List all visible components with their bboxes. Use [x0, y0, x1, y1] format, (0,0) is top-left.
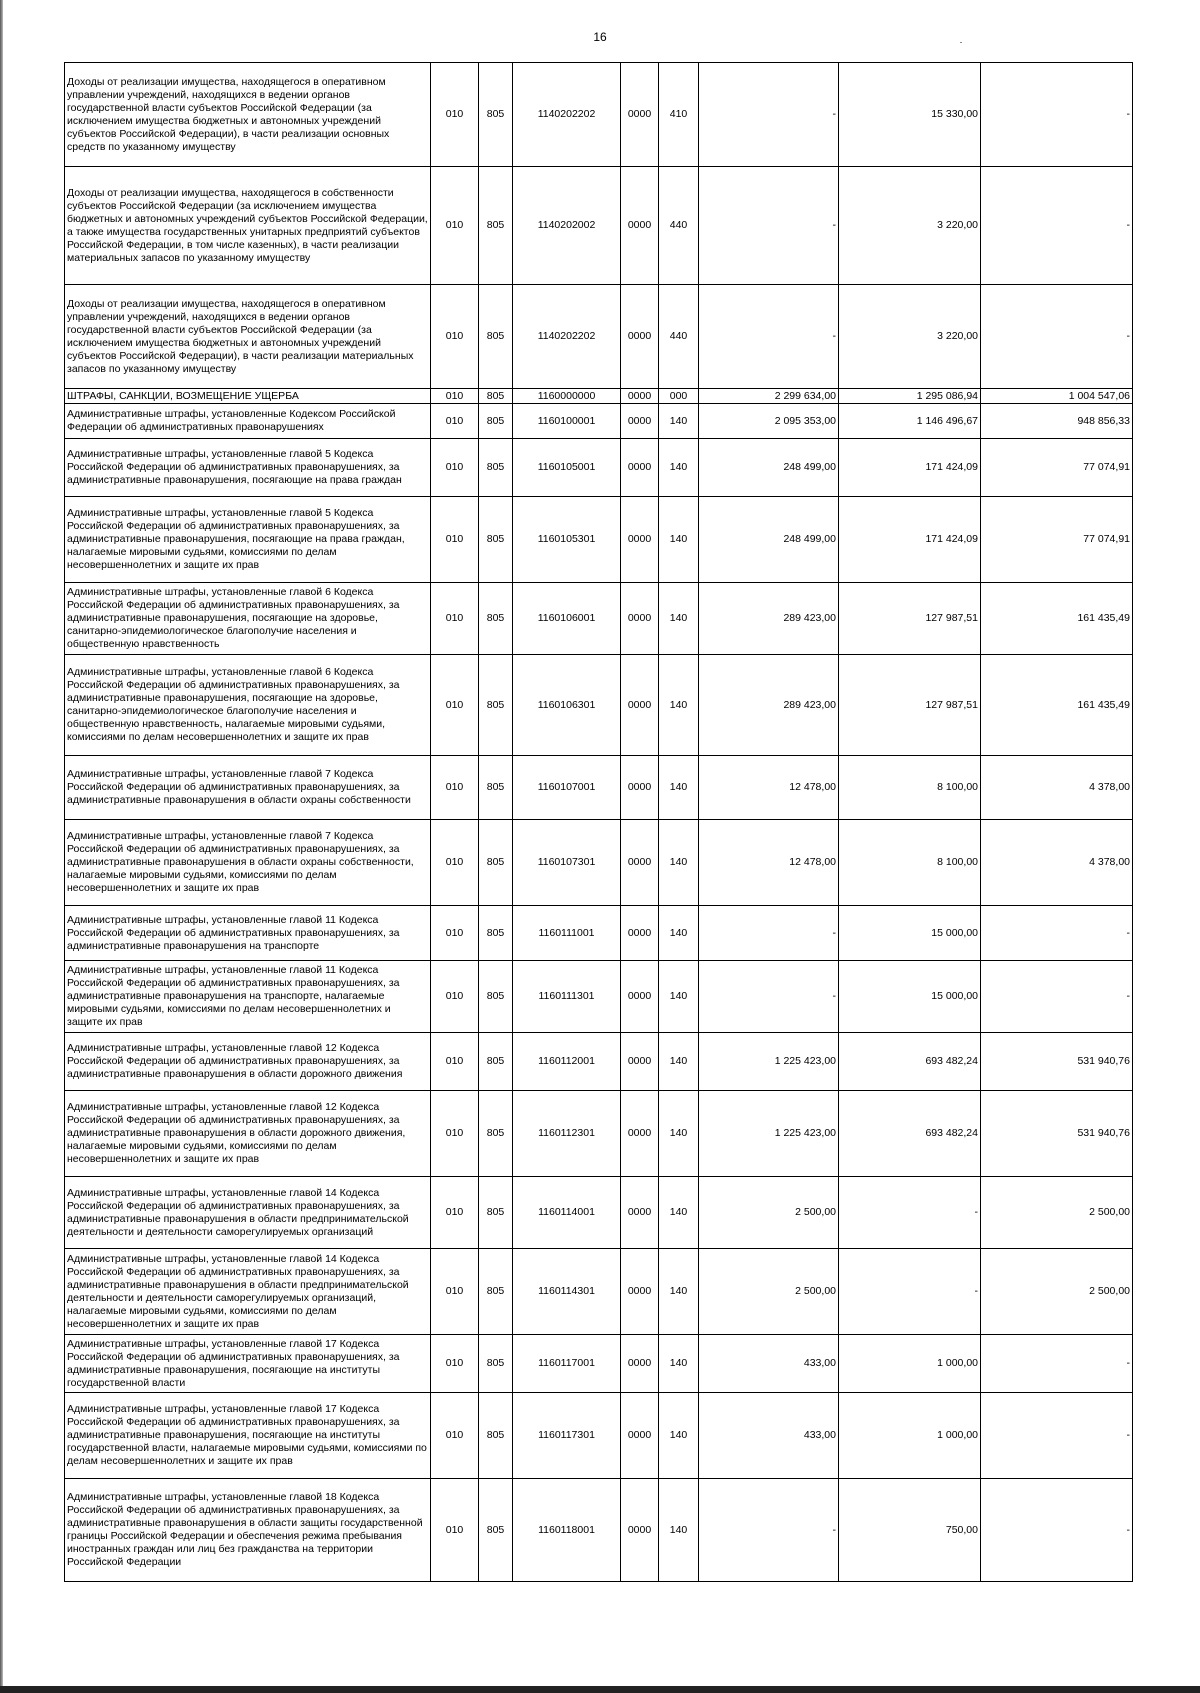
table-row [65, 1249, 1133, 1335]
cell-program-code: 0000 [621, 1249, 659, 1335]
cell-revenue-code: 1160114001 [513, 1177, 621, 1249]
cell-chapter-code: 805 [479, 1249, 513, 1335]
cell-name: Административные штрафы, установленные главой 17 Кодекса Российской Федерации об административных правонарушениях, за административные правонарушения, посягающие на институты государственной власти [65, 1335, 431, 1393]
cell-planned-value: 248 499,00 [699, 439, 839, 497]
table-row [65, 439, 1133, 497]
cell-executed-value: 15 330,00 [839, 63, 981, 167]
scan-edge-bottom [0, 1686, 1200, 1693]
cell-program-code: 0000 [621, 1335, 659, 1393]
table-row [65, 820, 1133, 906]
cell-executed-value: 3 220,00 [839, 167, 981, 285]
cell-executed-value: - [839, 1249, 981, 1335]
cell-planned-value: - [699, 63, 839, 167]
cell-kosgu-code: 140 [659, 1177, 699, 1249]
cell-admin-code: 010 [431, 439, 479, 497]
cell-admin-code: 010 [431, 497, 479, 583]
cell-kosgu-code: 440 [659, 167, 699, 285]
table-row [65, 1033, 1133, 1091]
cell-chapter-code: 805 [479, 583, 513, 655]
cell-chapter-code: 805 [479, 820, 513, 906]
cell-program-code: 0000 [621, 1091, 659, 1177]
cell-name: Административные штрафы, установленные главой 7 Кодекса Российской Федерации об административных правонарушениях, за административные правонарушения в области охраны собственности [65, 756, 431, 820]
cell-revenue-code: 1160117301 [513, 1393, 621, 1479]
cell-planned-value: 433,00 [699, 1335, 839, 1393]
cell-program-code: 0000 [621, 1177, 659, 1249]
cell-kosgu-code: 140 [659, 1479, 699, 1582]
cell-program-code: 0000 [621, 1033, 659, 1091]
cell-executed-value: 693 482,24 [839, 1091, 981, 1177]
cell-remaining-value: - [981, 1393, 1133, 1479]
cell-admin-code: 010 [431, 1393, 479, 1479]
cell-chapter-code: 805 [479, 1091, 513, 1177]
cell-name: Административные штрафы, установленные главой 17 Кодекса Российской Федерации об административных правонарушениях, за административные правонарушения, посягающие на институты государственной власти, налагаемые мировыми судьями, комиссиями по делам несовершеннолетних и защите их прав [65, 1393, 431, 1479]
cell-chapter-code: 805 [479, 439, 513, 497]
cell-chapter-code: 805 [479, 961, 513, 1033]
cell-name: Административные штрафы, установленные главой 6 Кодекса Российской Федерации об административных правонарушениях, за административные правонарушения, посягающие на здоровье, санитарно-эпидемиологическое благополучие населения и общественную нравственность, налагаемые мировыми судьями, комиссиями по делам несовершеннолетних и защите их прав [65, 655, 431, 756]
cell-executed-value: - [839, 1177, 981, 1249]
table-row [65, 167, 1133, 285]
cell-executed-value: 8 100,00 [839, 820, 981, 906]
table-row [65, 1479, 1133, 1582]
cell-revenue-code: 1160111301 [513, 961, 621, 1033]
cell-executed-value: 171 424,09 [839, 497, 981, 583]
cell-revenue-code: 1160105001 [513, 439, 621, 497]
cell-program-code: 0000 [621, 820, 659, 906]
cell-chapter-code: 805 [479, 1033, 513, 1091]
cell-remaining-value: - [981, 1479, 1133, 1582]
cell-admin-code: 010 [431, 404, 479, 439]
cell-revenue-code: 1140202202 [513, 63, 621, 167]
cell-name: Административные штрафы, установленные главой 12 Кодекса Российской Федерации об административных правонарушениях, за административные правонарушения в области дорожного движения, налагаемые мировыми судьями, комиссиями по делам несовершеннолетних и защите их прав [65, 1091, 431, 1177]
table-row [65, 1393, 1133, 1479]
cell-chapter-code: 805 [479, 1393, 513, 1479]
cell-program-code: 0000 [621, 63, 659, 167]
cell-revenue-code: 1160112301 [513, 1091, 621, 1177]
cell-name: Административные штрафы, установленные главой 6 Кодекса Российской Федерации об административных правонарушениях, за административные правонарушения, посягающие на здоровье, санитарно-эпидемиологическое благополучие населения и общественную нравственность [65, 583, 431, 655]
cell-name: Административные штрафы, установленные Кодексом Российской Федерации об административных правонарушениях [65, 404, 431, 439]
cell-name: Административные штрафы, установленные главой 7 Кодекса Российской Федерации об административных правонарушениях, за административные правонарушения в области охраны собственности, налагаемые мировыми судьями, комиссиями по делам несовершеннолетних и защите их прав [65, 820, 431, 906]
cell-executed-value: 3 220,00 [839, 285, 981, 389]
cell-revenue-code: 1140202002 [513, 167, 621, 285]
cell-remaining-value: 161 435,49 [981, 655, 1133, 756]
cell-chapter-code: 805 [479, 285, 513, 389]
table-row [65, 1335, 1133, 1393]
cell-program-code: 0000 [621, 1393, 659, 1479]
table-row [65, 63, 1133, 167]
cell-remaining-value: 77 074,91 [981, 497, 1133, 583]
cell-remaining-value: 531 940,76 [981, 1033, 1133, 1091]
cell-planned-value: 2 299 634,00 [699, 389, 839, 404]
cell-program-code: 0000 [621, 285, 659, 389]
cell-kosgu-code: 140 [659, 655, 699, 756]
cell-executed-value: 750,00 [839, 1479, 981, 1582]
budget-table [64, 62, 1133, 1582]
cell-kosgu-code: 140 [659, 497, 699, 583]
cell-chapter-code: 805 [479, 389, 513, 404]
cell-kosgu-code: 410 [659, 63, 699, 167]
table-row [65, 497, 1133, 583]
cell-admin-code: 010 [431, 655, 479, 756]
cell-admin-code: 010 [431, 63, 479, 167]
cell-planned-value: 1 225 423,00 [699, 1033, 839, 1091]
cell-revenue-code: 1160000000 [513, 389, 621, 404]
cell-chapter-code: 805 [479, 167, 513, 285]
cell-admin-code: 010 [431, 285, 479, 389]
cell-planned-value: - [699, 1479, 839, 1582]
cell-remaining-value: 161 435,49 [981, 583, 1133, 655]
cell-program-code: 0000 [621, 961, 659, 1033]
cell-program-code: 0000 [621, 497, 659, 583]
cell-chapter-code: 805 [479, 1479, 513, 1582]
cell-executed-value: 8 100,00 [839, 756, 981, 820]
cell-remaining-value: - [981, 961, 1133, 1033]
cell-kosgu-code: 140 [659, 404, 699, 439]
cell-kosgu-code: 000 [659, 389, 699, 404]
cell-chapter-code: 805 [479, 63, 513, 167]
cell-planned-value: 289 423,00 [699, 583, 839, 655]
cell-program-code: 0000 [621, 655, 659, 756]
table-row [65, 655, 1133, 756]
cell-planned-value: 433,00 [699, 1393, 839, 1479]
cell-remaining-value: 948 856,33 [981, 404, 1133, 439]
cell-admin-code: 010 [431, 1033, 479, 1091]
cell-kosgu-code: 140 [659, 439, 699, 497]
cell-revenue-code: 1160100001 [513, 404, 621, 439]
cell-planned-value: 12 478,00 [699, 756, 839, 820]
cell-planned-value: 2 095 353,00 [699, 404, 839, 439]
cell-remaining-value: 77 074,91 [981, 439, 1133, 497]
cell-executed-value: 127 987,51 [839, 655, 981, 756]
cell-kosgu-code: 140 [659, 906, 699, 961]
cell-kosgu-code: 140 [659, 1033, 699, 1091]
cell-name: Административные штрафы, установленные главой 5 Кодекса Российской Федерации об административных правонарушениях, за административные правонарушения, посягающие на права граждан, налагаемые мировыми судьями, комиссиями по делам несовершеннолетних и защите их прав [65, 497, 431, 583]
cell-revenue-code: 1160114301 [513, 1249, 621, 1335]
cell-program-code: 0000 [621, 583, 659, 655]
cell-kosgu-code: 140 [659, 1249, 699, 1335]
table-row [65, 1091, 1133, 1177]
table-row [65, 389, 1133, 404]
cell-kosgu-code: 140 [659, 820, 699, 906]
cell-remaining-value: 531 940,76 [981, 1091, 1133, 1177]
scan-edge-left [0, 0, 3, 1693]
cell-program-code: 0000 [621, 439, 659, 497]
cell-planned-value: - [699, 167, 839, 285]
cell-chapter-code: 805 [479, 497, 513, 583]
cell-planned-value: 248 499,00 [699, 497, 839, 583]
cell-name: Административные штрафы, установленные главой 14 Кодекса Российской Федерации об административных правонарушениях, за административные правонарушения в области предпринимательской деятельности и деятельности саморегулируемых организаций, налагаемые мировыми судьями, комиссиями по делам несовершеннолетних и защите их прав [65, 1249, 431, 1335]
cell-executed-value: 15 000,00 [839, 961, 981, 1033]
cell-planned-value: - [699, 906, 839, 961]
cell-kosgu-code: 140 [659, 961, 699, 1033]
cell-executed-value: 171 424,09 [839, 439, 981, 497]
table-row [65, 583, 1133, 655]
cell-revenue-code: 1160106301 [513, 655, 621, 756]
cell-program-code: 0000 [621, 389, 659, 404]
cell-executed-value: 693 482,24 [839, 1033, 981, 1091]
cell-admin-code: 010 [431, 1335, 479, 1393]
cell-admin-code: 010 [431, 583, 479, 655]
cell-remaining-value: - [981, 1335, 1133, 1393]
cell-executed-value: 1 146 496,67 [839, 404, 981, 439]
cell-executed-value: 1 295 086,94 [839, 389, 981, 404]
cell-admin-code: 010 [431, 167, 479, 285]
cell-planned-value: 2 500,00 [699, 1249, 839, 1335]
cell-planned-value: - [699, 285, 839, 389]
cell-remaining-value: 1 004 547,06 [981, 389, 1133, 404]
cell-name: Доходы от реализации имущества, находящегося в собственности субъектов Российской Федерации (за исключением имущества бюджетных и автономных учреждений субъектов Российской Федерации, а также имущества государственных унитарных предприятий субъектов Российской Федерации, в том числе казенных), в части реализации материальных запасов по указанному имуществу [65, 167, 431, 285]
table-row [65, 961, 1133, 1033]
cell-admin-code: 010 [431, 961, 479, 1033]
cell-remaining-value: 4 378,00 [981, 756, 1133, 820]
table-row [65, 1177, 1133, 1249]
cell-chapter-code: 805 [479, 404, 513, 439]
cell-admin-code: 010 [431, 1177, 479, 1249]
cell-program-code: 0000 [621, 404, 659, 439]
cell-name: Административные штрафы, установленные главой 11 Кодекса Российской Федерации об административных правонарушениях, за административные правонарушения на транспорте, налагаемые мировыми судьями, комиссиями по делам несовершеннолетних и защите их прав [65, 961, 431, 1033]
cell-admin-code: 010 [431, 820, 479, 906]
cell-executed-value: 127 987,51 [839, 583, 981, 655]
cell-revenue-code: 1160107001 [513, 756, 621, 820]
table-row [65, 404, 1133, 439]
cell-admin-code: 010 [431, 389, 479, 404]
cell-planned-value: 2 500,00 [699, 1177, 839, 1249]
cell-admin-code: 010 [431, 1249, 479, 1335]
cell-executed-value: 1 000,00 [839, 1393, 981, 1479]
cell-revenue-code: 1160117001 [513, 1335, 621, 1393]
cell-program-code: 0000 [621, 1479, 659, 1582]
cell-revenue-code: 1160106001 [513, 583, 621, 655]
cell-name: Доходы от реализации имущества, находящегося в оперативном управлении учреждений, находящихся в ведении органов государственной власти субъектов Российской Федерации (за исключением имущества бюджетных и автономных учреждений субъектов Российской Федерации), в части реализации основных средств по указанному имуществу [65, 63, 431, 167]
cell-remaining-value: - [981, 906, 1133, 961]
cell-revenue-code: 1160111001 [513, 906, 621, 961]
cell-chapter-code: 805 [479, 1335, 513, 1393]
cell-revenue-code: 1160118001 [513, 1479, 621, 1582]
cell-revenue-code: 1140202202 [513, 285, 621, 389]
cell-name: Административные штрафы, установленные главой 12 Кодекса Российской Федерации об административных правонарушениях, за административные правонарушения в области дорожного движения [65, 1033, 431, 1091]
cell-name: Административные штрафы, установленные главой 18 Кодекса Российской Федерации об административных правонарушениях, за административные правонарушения в области защиты государственной границы Российской Федерации и обеспечения режима пребывания иностранных граждан или лиц без гражданства на территории Российской Федерации [65, 1479, 431, 1582]
cell-revenue-code: 1160112001 [513, 1033, 621, 1091]
cell-admin-code: 010 [431, 1091, 479, 1177]
cell-remaining-value: 4 378,00 [981, 820, 1133, 906]
page-number: 16 [593, 30, 607, 44]
cell-kosgu-code: 140 [659, 1091, 699, 1177]
cell-revenue-code: 1160107301 [513, 820, 621, 906]
cell-name: Доходы от реализации имущества, находящегося в оперативном управлении учреждений, находящихся в ведении органов государственной власти субъектов Российской Федерации (за исключением имущества бюджетных и автономных учреждений субъектов Российской Федерации), в части реализации материальных запасов по указанному имуществу [65, 285, 431, 389]
cell-chapter-code: 805 [479, 1177, 513, 1249]
table-row [65, 285, 1133, 389]
cell-planned-value: - [699, 961, 839, 1033]
cell-planned-value: 12 478,00 [699, 820, 839, 906]
cell-planned-value: 289 423,00 [699, 655, 839, 756]
cell-remaining-value: - [981, 285, 1133, 389]
cell-name: Административные штрафы, установленные главой 11 Кодекса Российской Федерации об административных правонарушениях, за административные правонарушения на транспорте [65, 906, 431, 961]
cell-kosgu-code: 140 [659, 756, 699, 820]
cell-program-code: 0000 [621, 756, 659, 820]
cell-executed-value: 1 000,00 [839, 1335, 981, 1393]
cell-program-code: 0000 [621, 906, 659, 961]
cell-executed-value: 15 000,00 [839, 906, 981, 961]
cell-revenue-code: 1160105301 [513, 497, 621, 583]
cell-name: Административные штрафы, установленные главой 14 Кодекса Российской Федерации об административных правонарушениях, за административные правонарушения в области предпринимательской деятельности и деятельности саморегулируемых организаций [65, 1177, 431, 1249]
cell-kosgu-code: 140 [659, 583, 699, 655]
cell-program-code: 0000 [621, 167, 659, 285]
cell-planned-value: 1 225 423,00 [699, 1091, 839, 1177]
cell-remaining-value: 2 500,00 [981, 1177, 1133, 1249]
cell-name: ШТРАФЫ, САНКЦИИ, ВОЗМЕЩЕНИЕ УЩЕРБА [65, 389, 431, 404]
cell-remaining-value: - [981, 63, 1133, 167]
cell-admin-code: 010 [431, 1479, 479, 1582]
cell-remaining-value: 2 500,00 [981, 1249, 1133, 1335]
cell-chapter-code: 805 [479, 756, 513, 820]
cell-kosgu-code: 140 [659, 1335, 699, 1393]
cell-admin-code: 010 [431, 756, 479, 820]
cell-kosgu-code: 440 [659, 285, 699, 389]
cell-name: Административные штрафы, установленные главой 5 Кодекса Российской Федерации об административных правонарушениях, за административные правонарушения, посягающие на права граждан [65, 439, 431, 497]
table-row [65, 756, 1133, 820]
cell-remaining-value: - [981, 167, 1133, 285]
cell-chapter-code: 805 [479, 906, 513, 961]
table-body [65, 63, 1133, 1582]
cell-chapter-code: 805 [479, 655, 513, 756]
table-row [65, 906, 1133, 961]
cell-kosgu-code: 140 [659, 1393, 699, 1479]
cell-admin-code: 010 [431, 906, 479, 961]
